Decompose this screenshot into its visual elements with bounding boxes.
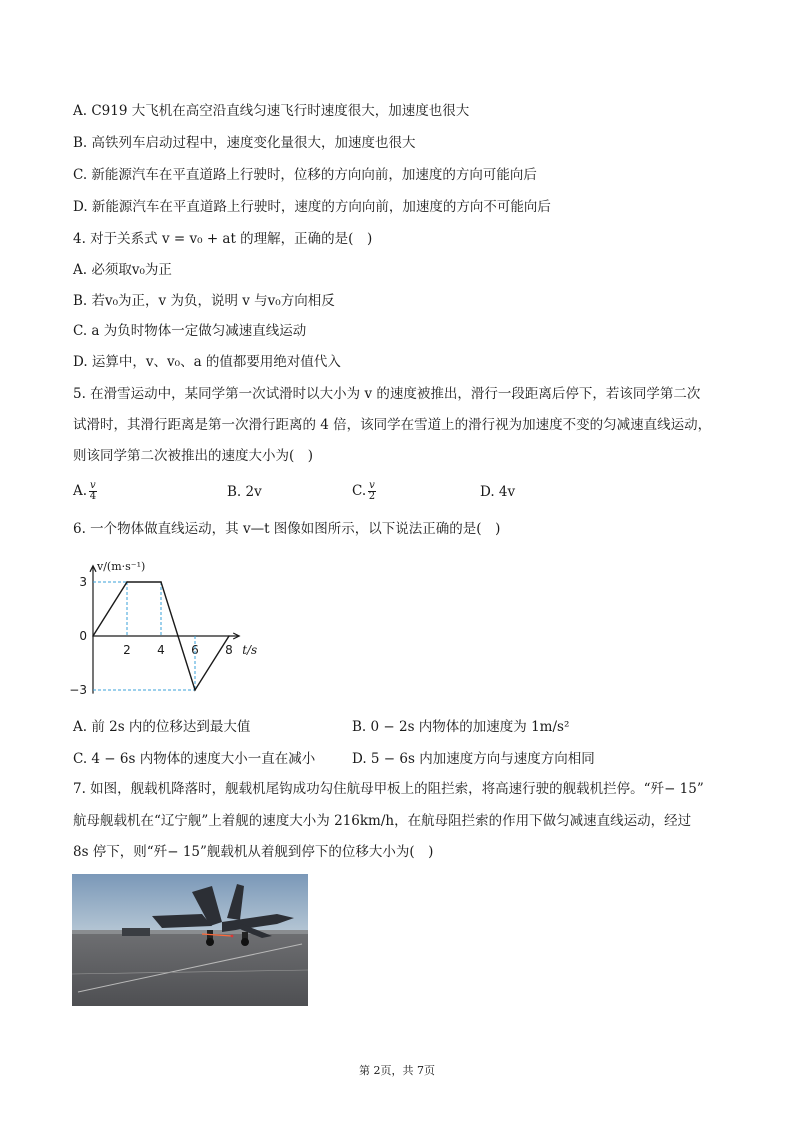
y-tick-label: 0 [79,629,87,643]
q5-stem-line1: 5. 在滑雪运动中，某同学第一次试滑时以大小为 v 的速度被推出，滑行一段距离后停下，若该同学第二次 [73,386,701,402]
q5-stem-line2: 试滑时，其滑行距离是第一次滑行距离的 4 倍，该同学在雪道上的滑行视为加速度不变的匀减速直线运动， [73,417,712,433]
q7-stem-line2: 航母舰载机在“辽宁舰”上着舰的速度大小为 216km/h，在航母阻拦索的作用下做匀减速直线运动，经过 [73,813,692,829]
carrier-jet-photo [72,874,308,1006]
q6-stem: 6. 一个物体做直线运动，其 v—t 图像如图所示，以下说法正确的是( ) [73,521,501,537]
page-footer: 第 2页，共 7页 [359,1064,435,1077]
data-point [160,581,162,583]
q5-option-a-denominator: 4 [89,491,97,502]
y-axis-label: v/(m·s⁻¹) [97,559,146,573]
q5-option-a-numerator: v [90,480,96,491]
q5-stem-line3: 则该同学第二次被推出的速度大小为( ) [73,448,314,464]
q6-option-a: A. 前 2s 内的位移达到最大值 [73,719,251,735]
q3-option-c: C. 新能源汽车在平直道路上行驶时，位移的方向向前，加速度的方向可能向后 [73,167,537,183]
vt-chart [69,545,274,697]
q5-option-c-denominator: 2 [368,491,376,502]
q7-stem-line1: 7. 如图，舰载机降落时，舰载机尾钩成功勾住航母甲板上的阻拦索，将高速行驶的舰载机拦停。“歼− 15” [73,781,704,797]
x-tick-label: 6 [191,643,199,657]
x-axis-label: t/s [242,643,258,657]
q5-option-c-fraction [368,481,376,502]
q5-option-c-numerator: v [369,480,375,491]
q5-option-c [352,481,376,502]
q4-option-c: C. a 为负时物体一定做匀减速直线运动 [73,323,307,339]
data-point [126,581,128,583]
q3-option-b: B. 高铁列车启动过程中，速度变化量很大，加速度也很大 [73,135,416,151]
q3-option-d: D. 新能源汽车在平直道路上行驶时，速度的方向向前，加速度的方向不可能向后 [73,199,551,215]
q5-option-a-label: A. [73,483,88,499]
data-point [177,635,179,637]
q5-option-a-fraction [89,481,97,502]
q5-option-b: B. 2v [227,484,262,500]
data-point [228,635,230,637]
q3-option-a: A. C919 大飞机在高空沿直线匀速飞行时速度很大，加速度也很大 [73,103,470,119]
data-point [194,689,196,691]
y-tick-label: 3 [79,575,87,589]
q5-option-d: D. 4v [480,484,516,500]
q4-option-d: D. 运算中，v、v₀、a 的值都要用绝对值代入 [73,354,341,370]
x-tick-label: 8 [225,643,233,657]
x-tick-label: 4 [157,643,165,657]
q5-option-a [73,481,97,502]
x-tick-label: 2 [123,643,131,657]
q7-stem-line3: 8s 停下，则“歼− 15”舰载机从着舰到停下的位移大小为( ) [73,844,434,860]
q6-option-d: D. 5 − 6s 内加速度方向与速度方向相同 [352,751,595,767]
q6-option-b: B. 0 − 2s 内物体的加速度为 1m/s² [352,719,570,735]
q4-option-a: A. 必须取v₀为正 [73,262,172,278]
q5-option-c-label: C. [352,483,367,499]
data-point [92,635,94,637]
y-tick-label: −3 [69,683,87,697]
q6-option-c: C. 4 − 6s 内物体的速度大小一直在减小 [73,751,316,767]
q4-stem: 4. 对于关系式 v = v₀ + at 的理解，正确的是( ) [73,231,373,247]
q4-option-b: B. 若v₀为正，v 为负，说明 v 与v₀方向相反 [73,293,335,309]
